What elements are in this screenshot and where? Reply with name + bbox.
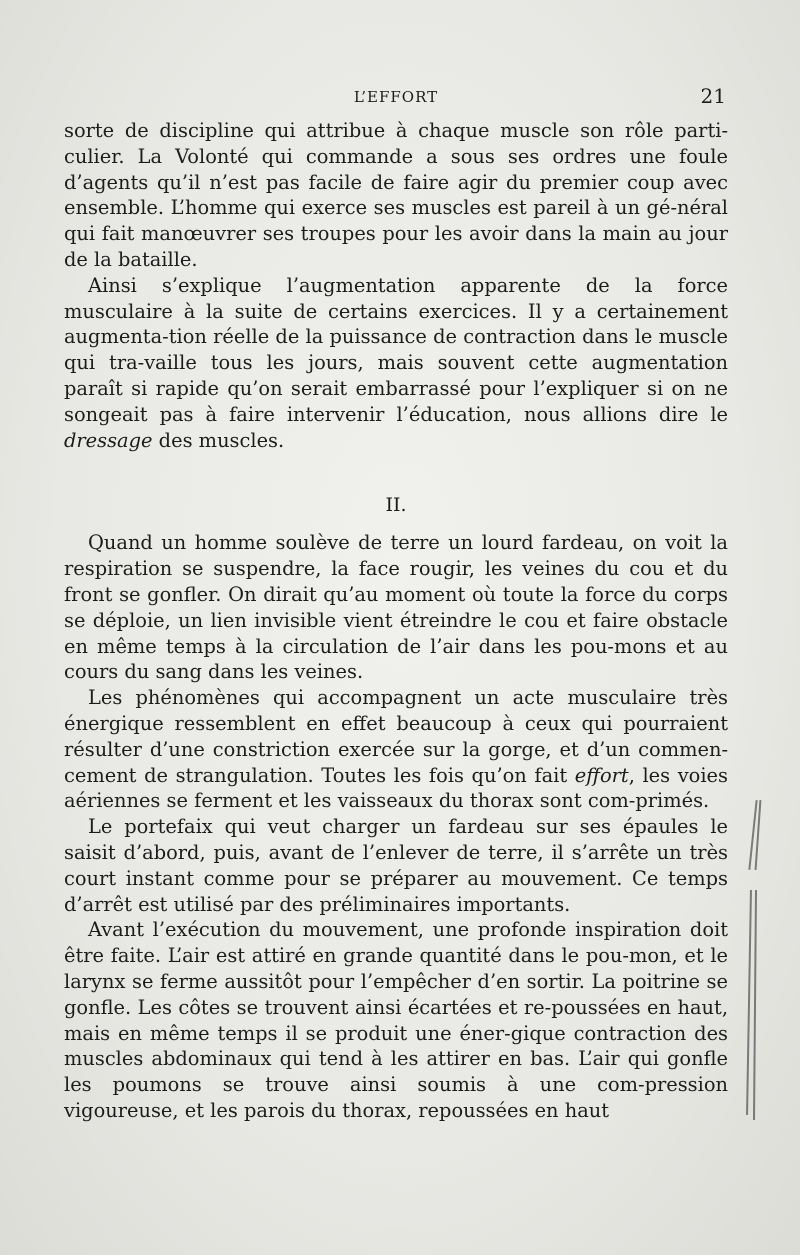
paragraph <box>64 530 728 685</box>
body-text <box>64 118 728 1124</box>
paragraphs-after <box>64 530 728 1123</box>
text-run: , les voies aériennes se ferment et les vaisseaux du thorax sont com-primés. <box>64 763 728 813</box>
paragraph <box>64 118 728 273</box>
page-number: 21 <box>700 84 726 108</box>
text-run: Avant l’exécution du mouvement, une profonde inspiration doit être faite. L’air est attiré en grande quantité dans le pou-mon, et le larynx se ferme aussitôt pour l’empêcher d’en sortir. La poitrine se gonfle. Les côtes se trouvent ainsi écartées et re-poussées en haut, mais en même temps il se produit une éner-gique contraction des muscles abdominaux qui tend à les attirer en bas. L’air qui gonfle les poumons se trouve ainsi soumis à une com-pression vigoureuse, et les parois du thorax, repoussées en haut <box>64 918 728 1122</box>
page-header <box>66 84 726 110</box>
text-run: Quand un homme soulève de terre un lourd fardeau, on voit la respiration se suspendre, la face rougir, les veines du cou et du front se gonfler. On dirait qu’au moment où toute la force du corps se déploie, un lien invisible vient étreindre le cou et faire obstacle en même temps à la circulation de l’air dans les pou-mons et au cours du sang dans les veines. <box>64 531 728 684</box>
pencil-margin-mark <box>746 890 752 1115</box>
section-number: II. <box>385 494 407 517</box>
pencil-margin-mark <box>753 890 757 1120</box>
section-heading <box>64 453 728 530</box>
paragraph <box>64 273 728 454</box>
text-run: sorte de discipline qui attribue à chaque muscle son rôle parti-culier. La Volonté qui commande a sous ses ordres une foule d’agents qu’il n’est pas facile de faire agir du premier coup avec ensemble. L’homme qui exerce ses muscles est pareil à un gé-néral qui fait manœuvrer ses troupes pour les avoir dans la main au jour de la bataille. <box>64 119 728 271</box>
paragraph <box>64 685 728 814</box>
italic-term: dressage <box>64 428 153 452</box>
text-run: Le portefaix qui veut charger un fardeau sur ses épaules le saisit d’abord, puis, avant de l’enlever de terre, il s’arrête un très court instant comme pour se préparer au mouvement. Ce temps d’arrêt est utilisé par des préliminaires importants. <box>64 815 728 916</box>
italic-term: effort <box>574 763 629 787</box>
text-run: des muscles. <box>152 428 285 452</box>
text-run: Ainsi s’explique l’augmentation apparente de la force musculaire à la suite de certains exercices. Il y a certainement augmenta-tion réelle de la puissance de contraction dans le muscle qui tra-vaille tous les jours, mais souvent cette augmentation paraît si rapide qu’on serait embarrassé pour l’expliquer si on ne songeait pas à faire intervenir l’éducation, nous allions dire le <box>64 273 728 426</box>
paragraph <box>64 814 728 917</box>
paragraphs-before <box>64 118 728 453</box>
text-run: Les phénomènes qui accompagnent un acte musculaire très énergique ressemblent en effet beaucoup à ceux qui pourraient résulter d’une constriction exercée sur la gorge, et d’un commen-cement de strangulation. Toutes les fois qu’on fait <box>64 686 728 787</box>
paragraph <box>64 917 728 1123</box>
running-title: L’EFFORT <box>353 88 439 106</box>
